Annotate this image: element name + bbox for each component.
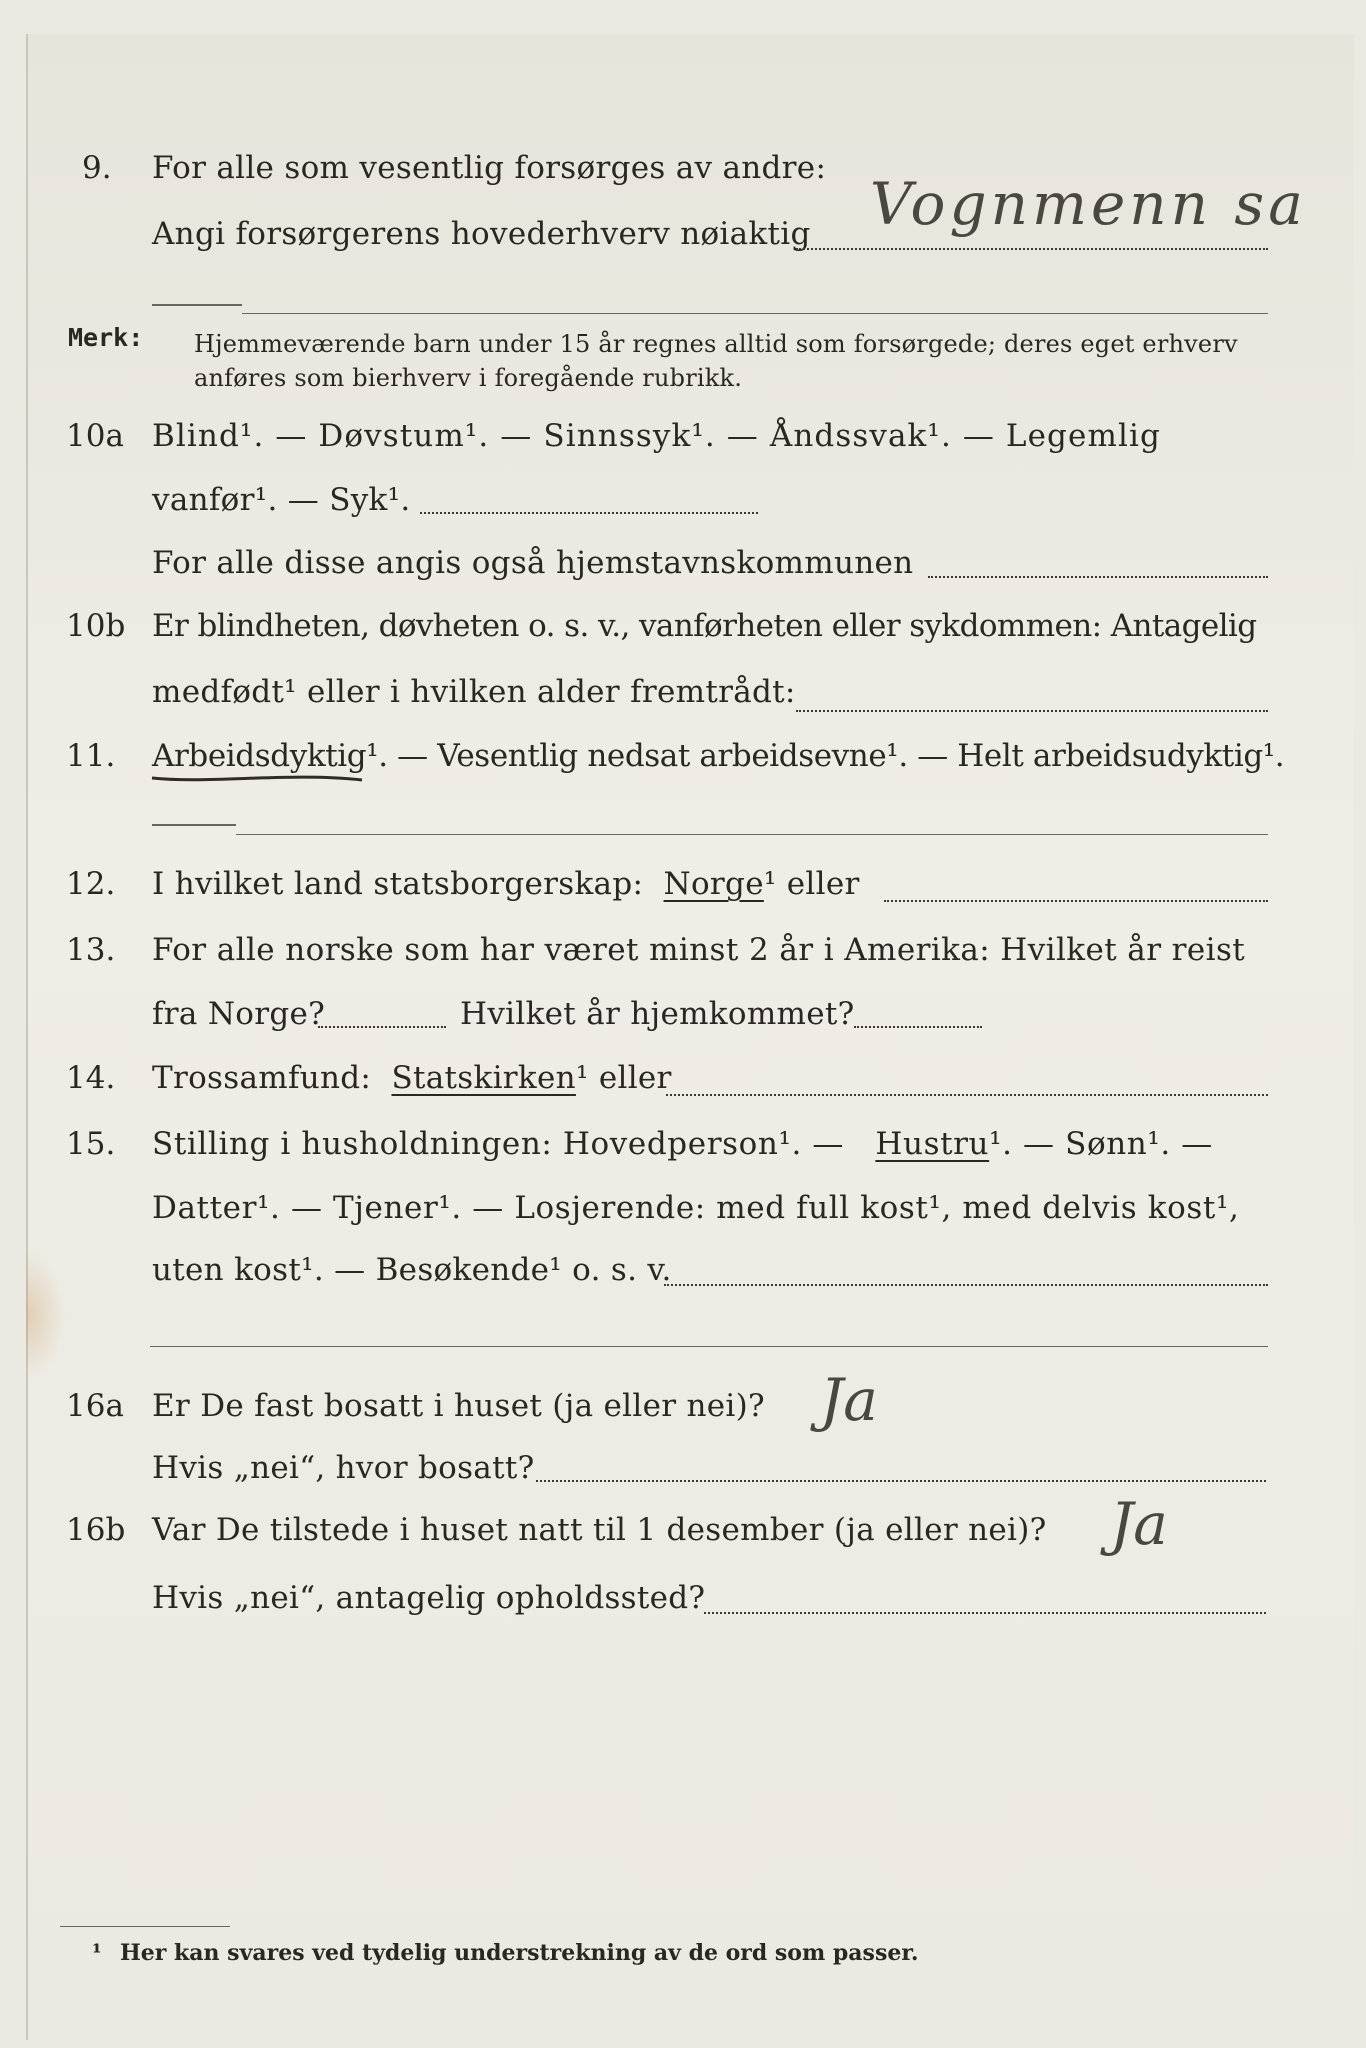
q13-line1: For alle norske som har været minst 2 år i Amerika: Hvilket år reist (152, 932, 1246, 968)
q11-hand-underline (150, 768, 370, 788)
footnote-text: Her kan svares ved tydelig understrekning av de ord som passer. (120, 1940, 919, 1966)
q12-footnote-ref: ¹ (763, 866, 777, 902)
q12-land-field (884, 900, 1268, 902)
q10a-hjemstavn-field (928, 576, 1268, 578)
q10b-number: 10b (66, 608, 126, 644)
q14-label: Trossamfund: (152, 1060, 372, 1096)
q16b-opholdssted-field (704, 1612, 1266, 1614)
q16a-line2: Hvis „nei“, hvor bosatt? (152, 1450, 535, 1486)
q15-option-hustru: Hustru (875, 1126, 990, 1162)
q9-handwritten-answer: Vognmenn sa (870, 170, 1307, 238)
q11-rule-short (152, 824, 236, 826)
q12-option-norge: Norge (663, 866, 764, 902)
q16b-number: 16b (66, 1512, 126, 1548)
q9-line2: Angi forsørgerens hovederhverv nøiaktig (152, 216, 811, 252)
q9-rule-long (242, 313, 1268, 314)
merk-line1: Hjemmeværende barn under 15 år regnes alltid som forsørgede; deres eget erhverv (194, 330, 1238, 358)
q15-number: 15. (66, 1126, 116, 1162)
q13-line2a: fra Norge? (152, 996, 326, 1032)
q10a-line1: Blind¹. — Døvstum¹. — Sinnssyk¹. — Åndssvak¹. — Legemlig (152, 418, 1161, 454)
footnote-rule (60, 1926, 230, 1927)
q10b-alder-field (796, 710, 1268, 712)
q13-hjemkommet-field (854, 1026, 982, 1028)
q13-reist-field (318, 1026, 446, 1028)
q10a-line3: For alle disse angis også hjemstavnskommunen (152, 545, 914, 581)
q15-line3: uten kost¹. — Besøkende¹ o. s. v. (152, 1252, 672, 1288)
q16a-line1: Er De fast bosatt i huset (ja eller nei)? (152, 1388, 765, 1424)
q16a-handwritten-answer: Ja (820, 1366, 878, 1434)
q16b-handwritten-answer: Ja (1110, 1490, 1168, 1558)
q11-option-rest: ¹. — Vesentlig nedsat arbeidsevne¹. — Helt arbeidsudyktig¹. (366, 738, 1285, 774)
q14-text (152, 1060, 672, 1096)
q9-rule-short (152, 304, 242, 306)
merk-line2: anføres som bierhverv i foregående rubrikk. (194, 364, 743, 392)
q9-answer-field (796, 248, 1268, 250)
q15-rule (150, 1346, 1268, 1347)
q16b-line2: Hvis „nei“, antagelig opholdssted? (152, 1580, 706, 1616)
q16a-bosatt-field (536, 1480, 1266, 1482)
q14-option-statskirken: Statskirken (391, 1060, 576, 1096)
q10b-line2: medfødt¹ eller i hvilken alder fremtrådt: (152, 674, 796, 710)
q14-eller: eller (598, 1060, 672, 1096)
q16a-number: 16a (66, 1388, 124, 1424)
q15-line1 (152, 1126, 1213, 1162)
merk-label: Merk: (68, 323, 144, 352)
q9-line1: For alle som vesentlig forsørges av andre: (152, 150, 827, 186)
q11-rule-long (236, 834, 1268, 835)
q10a-syk-field (420, 512, 758, 514)
q9-number: 9. (82, 150, 112, 186)
footnote-mark: ¹ (92, 1940, 102, 1966)
q12-text (152, 866, 860, 902)
q16b-line1: Var De tilstede i huset natt til 1 desember (ja eller nei)? (152, 1512, 1047, 1548)
q10b-line1: Er blindheten, døvheten o. s. v., vanførheten eller sykdommen: Antagelig (152, 608, 1257, 644)
q13-number: 13. (66, 932, 116, 968)
q12-label: I hvilket land statsborgerskap: (152, 866, 644, 902)
q14-trossamfund-field (666, 1094, 1268, 1096)
q14-footnote-ref: ¹ (575, 1060, 589, 1096)
q11-number: 11. (66, 738, 116, 774)
q15-line1-a: Stilling i husholdningen: Hovedperson¹. — (152, 1126, 844, 1162)
paper-stain (26, 1250, 66, 1380)
q12-number: 12. (66, 866, 116, 902)
q14-number: 14. (66, 1060, 116, 1096)
q12-eller: eller (786, 866, 860, 902)
q11-option-arbeidsdyktig: Arbeidsdyktig (152, 738, 367, 774)
q10a-number: 10a (66, 418, 124, 454)
q15-line1-b: ¹. — Sønn¹. — (989, 1126, 1213, 1162)
q15-line2: Datter¹. — Tjener¹. — Losjerende: med full kost¹, med delvis kost¹, (152, 1190, 1240, 1226)
q15-stilling-field (664, 1284, 1268, 1286)
q13-line2b: Hvilket år hjemkommet? (460, 996, 855, 1032)
q10a-line2: vanfør¹. — Syk¹. (152, 482, 411, 518)
